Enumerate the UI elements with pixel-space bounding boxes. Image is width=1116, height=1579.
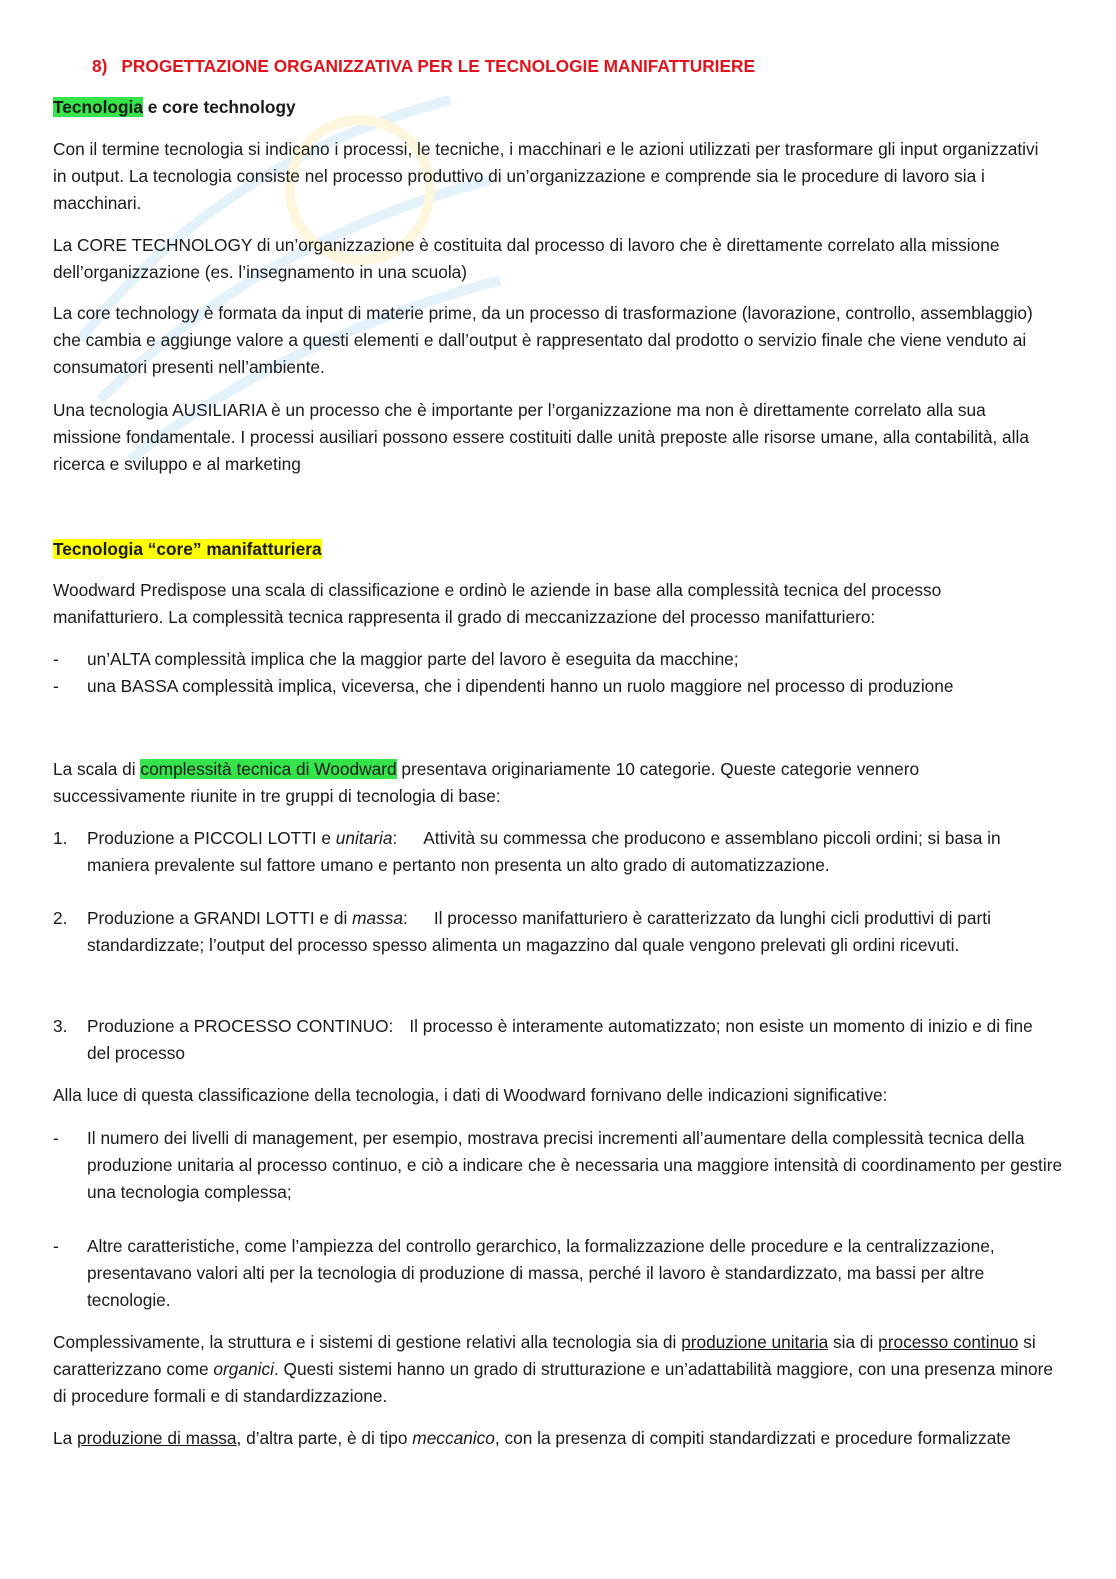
paragraph-scala-woodward: La scala di complessità tecnica di Woodward presentava originariamente 10 categorie. Queste categorie vennero successivamente riunite in tre gruppi di tecnologia di base: — [53, 759, 920, 806]
numbered-item-grandi-lotti: 2. Produzione a GRANDI LOTTI e di massa: Il processo manifatturiero è caratterizzato da lunghi cicli produttivi di parti standardizzate; l’output del processo spesso alimenta un magazzino dal quale vengono prelevati gli ordini ricevuti. — [53, 908, 991, 955]
paragraph-core-technology-composition: La core technology è formata da input di materie prime, da un processo di trasformazione (lavorazione, controllo, assemblaggio) che cambia e aggiunge valore a questi elementi e dall’output è rappresentato dal prodotto o servizio finale che viene venduto ai consumatori presenti nell’ambiente. — [53, 303, 1033, 377]
title-text: PROGETTAZIONE ORGANIZZATIVA PER LE TECNOLOGIE MANIFATTURIERE — [121, 56, 756, 76]
paragraph-woodward-scale: Woodward Predispose una scala di classificazione e ordinò le aziende in base alla complessità tecnica del processo manifatturiero. La complessità tecnica rappresenta il grado di meccanizzazione del processo manifatturiero: — [53, 580, 942, 627]
list-item: - un’ALTA complessità implica che la maggior parte del lavoro è eseguita da macchine; — [53, 649, 739, 669]
paragraph-tecnologia-definition: Con il termine tecnologia si indicano i processi, le tecniche, i macchinari e le azioni utilizzati per trasformare gli input organizzativi in output. La tecnologia consiste nel processo produttivo di un’organizzazione e comprende sia le procedure di lavoro sia i macchinari. — [53, 139, 1039, 213]
paragraph-core-technology: La CORE TECHNOLOGY di un’organizzazione è costituita dal processo di lavoro che è direttamente correlato alla missione dell’organizzazione (es. l’insegnamento in una scuola) — [53, 235, 1000, 282]
section-heading-tecnologia: Tecnologia e core technology — [53, 97, 296, 117]
list-item: - Il numero dei livelli di management, per esempio, mostrava precisi incrementi all’aumentare della complessità tecnica della produzione unitaria al processo continuo, e ciò a indicare che è necessaria una maggiore intensità di coordinamento per gestire una tecnologia complessa; — [53, 1128, 1063, 1202]
numbered-item-piccoli-lotti: 1. Produzione a PICCOLI LOTTI e unitaria: Attività su commessa che producono e assemblano piccoli ordini; si basa in maniera prevalente sul fattore umano e pertanto non presenta un alto grado di automatizzazione. — [53, 828, 1001, 875]
document-title — [92, 54, 755, 78]
paragraph-produzione-di-massa: La produzione di massa, d’altra parte, è di tipo meccanico, con la presenza di compiti standardizzati e procedure formalizzate — [53, 1428, 1011, 1448]
numbered-item-processo-continuo: 3. Produzione a PROCESSO CONTINUO: Il processo è interamente automatizzato; non esiste un momento di inizio e di fine del processo — [53, 1016, 1033, 1063]
paragraph-conclusione-organici: Complessivamente, la struttura e i sistemi di gestione relativi alla tecnologia sia di produzione unitaria sia di processo continuo si caratterizzano come organici. Questi sistemi hanno un grado di strutturazione e un’adattabilità maggiore, con una presenza minore di procedure formali e di standardizzazione. — [53, 1332, 1054, 1406]
list-item: - Altre caratteristiche, come l’ampiezza del controllo gerarchico, la formalizzazione delle procedure e la centralizzazione, presentavano valori alti per la tecnologia di produzione di massa, perché il lavoro è standardizzato, ma bassi per altre tecnologie. — [53, 1236, 995, 1310]
list-item: - una BASSA complessità implica, viceversa, che i dipendenti hanno un ruolo maggiore nel processo di produzione — [53, 676, 954, 696]
section-heading-core-manifatturiera: Tecnologia “core” manifatturiera — [53, 539, 322, 559]
paragraph-tecnologia-ausiliaria: Una tecnologia AUSILIARIA è un processo che è importante per l’organizzazione ma non è direttamente correlato alla sua missione fondamentale. I processi ausiliari possono essere costituiti dalle unità preposte alle risorse umane, alla contabilità, alla ricerca e sviluppo e al marketing — [53, 400, 1029, 474]
paragraph-alla-luce: Alla luce di questa classificazione della tecnologia, i dati di Woodward fornivano delle indicazioni significative: — [53, 1085, 888, 1105]
title-number: 8) — [92, 56, 108, 76]
